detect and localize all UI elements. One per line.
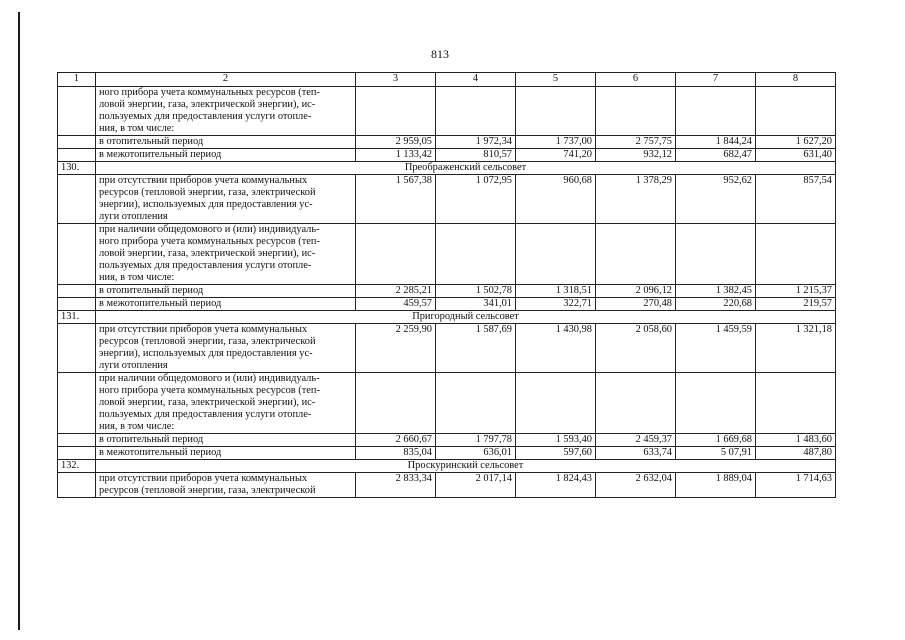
description-line: при отсутствии приборов учета коммунальных: [99, 175, 308, 186]
value-cell: 322,71: [516, 298, 596, 311]
tariff-table: [57, 72, 836, 498]
value-cell: [356, 373, 436, 434]
row-description: [96, 224, 356, 285]
value-cell: 2 058,60: [596, 324, 676, 373]
value-cell: 1 072,95: [436, 175, 516, 224]
value-cell: 1 318,51: [516, 285, 596, 298]
value-cell: 1 567,38: [356, 175, 436, 224]
value-cell: [516, 87, 596, 136]
value-cell: [516, 373, 596, 434]
description-line: при отсутствии приборов учета коммунальных: [99, 473, 308, 484]
value-cell: [436, 224, 516, 285]
value-cell: 857,54: [756, 175, 836, 224]
section-title: Проскуринский сельсовет: [96, 460, 836, 473]
table-row: [58, 175, 836, 224]
value-cell: [596, 373, 676, 434]
value-cell: 1 382,45: [676, 285, 756, 298]
value-cell: 341,01: [436, 298, 516, 311]
page-number: 813: [431, 47, 449, 61]
table-row: [58, 285, 836, 298]
row-number: [58, 87, 96, 136]
description-line: пользуемых для предоставления услуги отопле-: [99, 260, 312, 271]
value-cell: [676, 224, 756, 285]
description-line: при отсутствии приборов учета коммунальных: [99, 324, 308, 335]
value-cell: 487,80: [756, 447, 836, 460]
row-number: [58, 447, 96, 460]
column-number: 2: [96, 73, 356, 87]
value-cell: 270,48: [596, 298, 676, 311]
column-number: 4: [436, 73, 516, 87]
description-line: ловой энергии, газа, электрической энергии), ис-: [99, 397, 316, 408]
value-cell: [436, 373, 516, 434]
description-line: ния, в том числе:: [99, 421, 175, 432]
section-title: Преображенский сельсовет: [96, 162, 836, 175]
value-cell: 1 669,68: [676, 434, 756, 447]
section-row: [58, 162, 836, 175]
description-line: в отопительный период: [99, 285, 204, 296]
value-cell: 1 737,00: [516, 136, 596, 149]
column-number: 5: [516, 73, 596, 87]
value-cell: [356, 224, 436, 285]
row-description: [96, 87, 356, 136]
value-cell: 2 259,90: [356, 324, 436, 373]
binding-margin-line: [18, 12, 20, 630]
value-cell: 219,57: [756, 298, 836, 311]
description-line: ного прибора учета коммунальных ресурсов (теп-: [99, 385, 320, 396]
value-cell: [356, 87, 436, 136]
section-row: [58, 460, 836, 473]
value-cell: 2 096,12: [596, 285, 676, 298]
value-cell: 1 133,42: [356, 149, 436, 162]
value-cell: [756, 87, 836, 136]
value-cell: [756, 373, 836, 434]
row-number: [58, 224, 96, 285]
row-number: [58, 136, 96, 149]
section-number: 130.: [58, 162, 96, 175]
section-title: Пригородный сельсовет: [96, 311, 836, 324]
row-description: [96, 473, 356, 498]
row-number: [58, 285, 96, 298]
value-cell: 1 972,34: [436, 136, 516, 149]
value-cell: 1 459,59: [676, 324, 756, 373]
column-number: 6: [596, 73, 676, 87]
value-cell: 810,57: [436, 149, 516, 162]
description-line: при наличии общедомового и (или) индивидуаль-: [99, 224, 320, 235]
column-number: 8: [756, 73, 836, 87]
value-cell: 220,68: [676, 298, 756, 311]
description-line: ного прибора учета коммунальных ресурсов (теп-: [99, 87, 320, 98]
value-cell: 633,74: [596, 447, 676, 460]
value-cell: 1 889,04: [676, 473, 756, 498]
description-line: луги отопления: [99, 211, 168, 222]
column-number: 3: [356, 73, 436, 87]
value-cell: 636,01: [436, 447, 516, 460]
value-cell: 1 844,24: [676, 136, 756, 149]
value-cell: 1 483,60: [756, 434, 836, 447]
column-number-row: [58, 73, 836, 87]
value-cell: [596, 224, 676, 285]
description-line: луги отопления: [99, 360, 168, 371]
row-description: [96, 373, 356, 434]
row-number: [58, 473, 96, 498]
value-cell: 1 502,78: [436, 285, 516, 298]
value-cell: [756, 224, 836, 285]
value-cell: 1 587,69: [436, 324, 516, 373]
description-line: ловой энергии, газа, электрической энергии), ис-: [99, 248, 316, 259]
description-line: энергии), используемых для предоставления ус-: [99, 348, 313, 359]
value-cell: 2 833,34: [356, 473, 436, 498]
row-description: [96, 285, 356, 298]
description-line: ловой энергии, газа, электрической энергии), ис-: [99, 99, 316, 110]
value-cell: 2 660,67: [356, 434, 436, 447]
value-cell: 1 627,20: [756, 136, 836, 149]
table-row: [58, 298, 836, 311]
row-number: [58, 324, 96, 373]
table-row: [58, 149, 836, 162]
table-row: [58, 373, 836, 434]
description-line: в межотопительный период: [99, 149, 222, 160]
description-line: пользуемых для предоставления услуги отопле-: [99, 111, 312, 122]
row-description: [96, 149, 356, 162]
value-cell: 932,12: [596, 149, 676, 162]
value-cell: 682,47: [676, 149, 756, 162]
description-line: в отопительный период: [99, 136, 204, 147]
value-cell: 2 632,04: [596, 473, 676, 498]
row-number: [58, 298, 96, 311]
row-description: [96, 136, 356, 149]
description-line: в межотопительный период: [99, 298, 222, 309]
value-cell: 1 378,29: [596, 175, 676, 224]
column-number: 7: [676, 73, 756, 87]
value-cell: 1 797,78: [436, 434, 516, 447]
description-line: пользуемых для предоставления услуги отопле-: [99, 409, 312, 420]
value-cell: [676, 87, 756, 136]
value-cell: [596, 87, 676, 136]
value-cell: 2 459,37: [596, 434, 676, 447]
section-row: [58, 311, 836, 324]
row-number: [58, 175, 96, 224]
value-cell: 1 824,43: [516, 473, 596, 498]
description-line: в межотопительный период: [99, 447, 222, 458]
table-row: [58, 136, 836, 149]
description-line: ресурсов (тепловой энергии, газа, электрической: [99, 336, 316, 347]
table-row: [58, 224, 836, 285]
value-cell: 2 757,75: [596, 136, 676, 149]
value-cell: [516, 224, 596, 285]
description-line: в отопительный период: [99, 434, 204, 445]
description-line: ния, в том числе:: [99, 123, 175, 134]
table-row: [58, 434, 836, 447]
value-cell: 2 285,21: [356, 285, 436, 298]
column-number: 1: [58, 73, 96, 87]
table-row: [58, 447, 836, 460]
value-cell: 1 321,18: [756, 324, 836, 373]
row-number: [58, 149, 96, 162]
description-line: при наличии общедомового и (или) индивидуаль-: [99, 373, 320, 384]
value-cell: 1 430,98: [516, 324, 596, 373]
table-row: [58, 473, 836, 498]
value-cell: 2 017,14: [436, 473, 516, 498]
value-cell: 1 593,40: [516, 434, 596, 447]
value-cell: 2 959,05: [356, 136, 436, 149]
row-description: [96, 447, 356, 460]
description-line: ния, в том числе:: [99, 272, 175, 283]
value-cell: 597,60: [516, 447, 596, 460]
description-line: ного прибора учета коммунальных ресурсов (теп-: [99, 236, 320, 247]
row-description: [96, 324, 356, 373]
description-line: ресурсов (тепловой энергии, газа, электрической: [99, 485, 316, 496]
value-cell: 960,68: [516, 175, 596, 224]
value-cell: [436, 87, 516, 136]
section-number: 132.: [58, 460, 96, 473]
value-cell: 1 215,37: [756, 285, 836, 298]
value-cell: 835,04: [356, 447, 436, 460]
row-description: [96, 434, 356, 447]
table-row: [58, 87, 836, 136]
row-number: [58, 434, 96, 447]
value-cell: 459,57: [356, 298, 436, 311]
table-row: [58, 324, 836, 373]
section-number: 131.: [58, 311, 96, 324]
description-line: энергии), используемых для предоставления ус-: [99, 199, 313, 210]
description-line: ресурсов (тепловой энергии, газа, электрической: [99, 187, 316, 198]
value-cell: 741,20: [516, 149, 596, 162]
row-number: [58, 373, 96, 434]
row-description: [96, 298, 356, 311]
row-description: [96, 175, 356, 224]
value-cell: [676, 373, 756, 434]
value-cell: 5 07,91: [676, 447, 756, 460]
value-cell: 952,62: [676, 175, 756, 224]
value-cell: 631,40: [756, 149, 836, 162]
value-cell: 1 714,63: [756, 473, 836, 498]
